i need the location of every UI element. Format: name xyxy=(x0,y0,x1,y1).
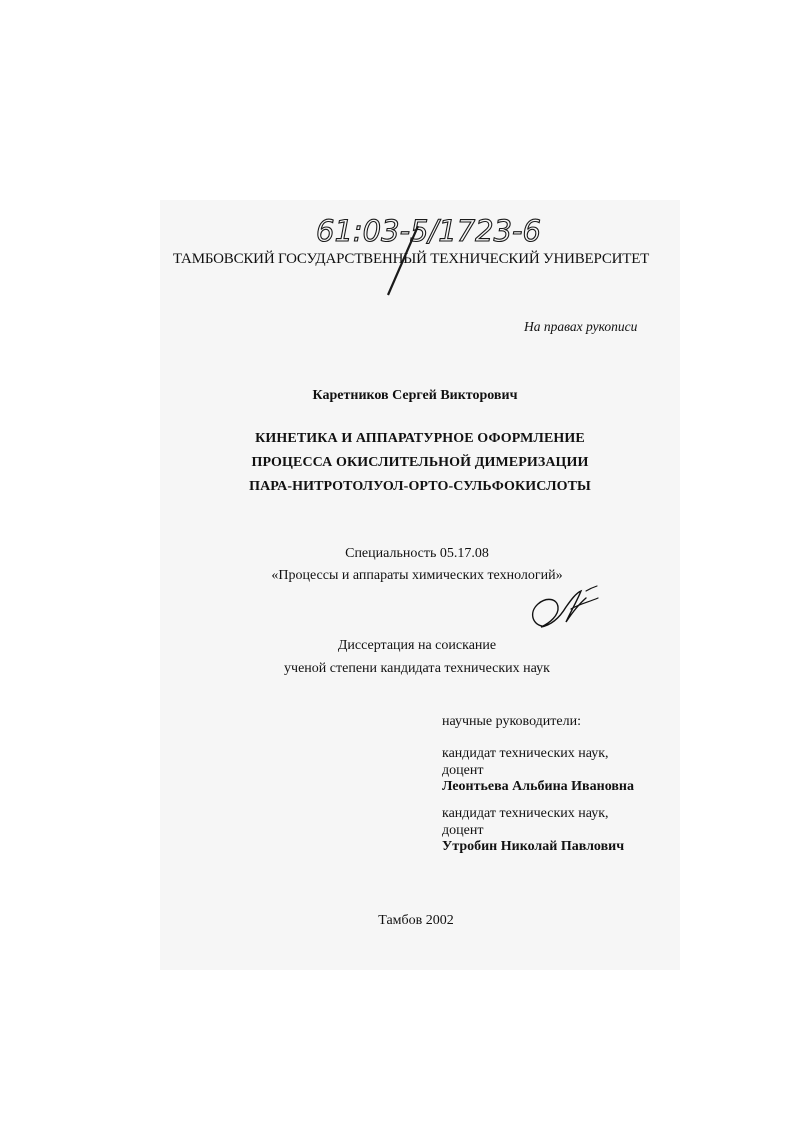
supervisor-name: Утробин Николай Павлович xyxy=(442,839,625,854)
handwritten-code-text: 61:03-5/1723-6 xyxy=(316,214,541,248)
supervisors-heading: научные руководители: xyxy=(442,714,581,729)
handwritten-archive-code xyxy=(312,204,542,296)
signature-stroke xyxy=(533,591,586,627)
thesis-title-line: КИНЕТИКА И АППАРАТУРНОЕ ОФОРМЛЕНИЕ xyxy=(255,431,585,446)
supervisor-title: доцент xyxy=(442,823,484,838)
supervisor-name: Леонтьева Альбина Ивановна xyxy=(442,779,634,794)
university-name: ТАМБОВСКИЙ ГОСУДАРСТВЕННЫЙ ТЕХНИЧЕСКИЙ УНИВЕРСИТЕТ xyxy=(172,251,650,267)
author-name: Каретников Сергей Викторович xyxy=(312,388,518,403)
signature-accent-stroke xyxy=(586,586,597,591)
dissertation-line: ученой степени кандидата технических наук xyxy=(284,661,550,676)
dissertation-line: Диссертация на соискание xyxy=(337,638,497,653)
thesis-title-line: ПАРА-НИТРОТОЛУОЛ-ОРТО-СУЛЬФОКИСЛОТЫ xyxy=(249,479,591,494)
thesis-title-line: ПРОЦЕССА ОКИСЛИТЕЛЬНОЙ ДИМЕРИЗАЦИИ xyxy=(251,455,589,470)
handwritten-signature xyxy=(524,580,606,642)
specialty-name: «Процессы и аппараты химических технологий» xyxy=(271,568,563,583)
supervisor-title: доцент xyxy=(442,763,484,778)
city-year: Тамбов 2002 xyxy=(378,913,454,928)
supervisor-degree: кандидат технических наук, xyxy=(442,806,609,821)
specialty-code: Специальность 05.17.08 xyxy=(345,546,489,561)
supervisor-degree: кандидат технических наук, xyxy=(442,746,609,761)
manuscript-rights-label: На правах рукописи xyxy=(524,319,638,334)
